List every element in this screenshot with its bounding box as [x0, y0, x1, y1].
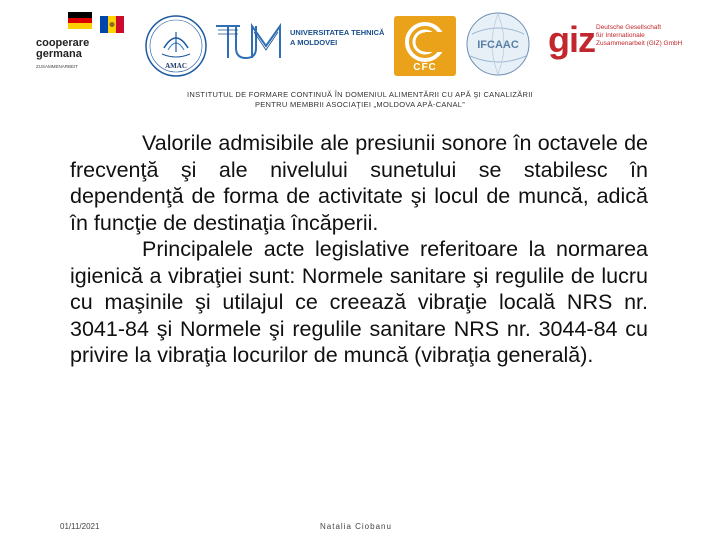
utm-name: UNIVERSITATEA TEHNICĂ A MOLDOVEI — [290, 28, 385, 47]
giz-caption: Deutsche Gesellschaft für Internationale Zusammenarbeit (GIZ) GmbH — [596, 24, 683, 47]
footer-date: 01/11/2021 — [60, 522, 100, 531]
logo-banner — [0, 0, 720, 90]
cfc-text: CFC — [413, 62, 437, 73]
cooperare-germana-text: cooperare germana — [36, 37, 90, 60]
moldova-flag-icon — [100, 16, 124, 33]
institute-line-1: INSTITUTUL DE FORMARE CONTINUĂ ÎN DOMENIUL ALIMENTĂRII CU APĂ ŞI CANALIZĂRII — [186, 90, 534, 99]
ifcaac-text: IFCAAC — [477, 39, 519, 51]
utm-mark-icon — [214, 18, 286, 66]
giz-word: giz — [548, 19, 595, 60]
cooperare-caption: ZUSAMMENARBEIT — [36, 64, 79, 69]
germany-flag-icon — [68, 12, 92, 29]
institute-line-2: PENTRU MEMBRII ASOCIAŢIEI „MOLDOVA APĂ-CANAL” — [254, 100, 466, 109]
amac-logo — [144, 14, 208, 78]
footer-author: Natalia Ciobanu — [320, 522, 392, 531]
ifcaac-logo — [466, 12, 530, 76]
paragraph-2: Principalele acte legislative referitoare la normarea igienică a vibraţiei sunt: Normele sanitare şi regulile de lucru cu maşinile şi utilajul ce creează vibraţie locală NRS nr. 3041-84 şi Normele şi regulile sanitare NRS nr. 3044-84 cu privire la vibraţia locurilor de muncă (vibraţia generală). — [70, 237, 648, 367]
institute-header — [120, 90, 600, 110]
cfc-logo — [394, 16, 456, 76]
giz-logo — [548, 18, 698, 68]
slide-body — [70, 130, 648, 369]
utm-logo — [214, 18, 384, 68]
amac-text: AMAC — [165, 62, 187, 70]
cooperare-germana-logo — [28, 12, 138, 82]
paragraph-1: Valorile admisibile ale presiunii sonore în octavele de frecvenţă şi ale nivelului sunetului se stabilesc în dependenţă de forma de activitate şi locul de muncă, adică în funcţie de destinaţia încăperii. — [70, 131, 648, 235]
